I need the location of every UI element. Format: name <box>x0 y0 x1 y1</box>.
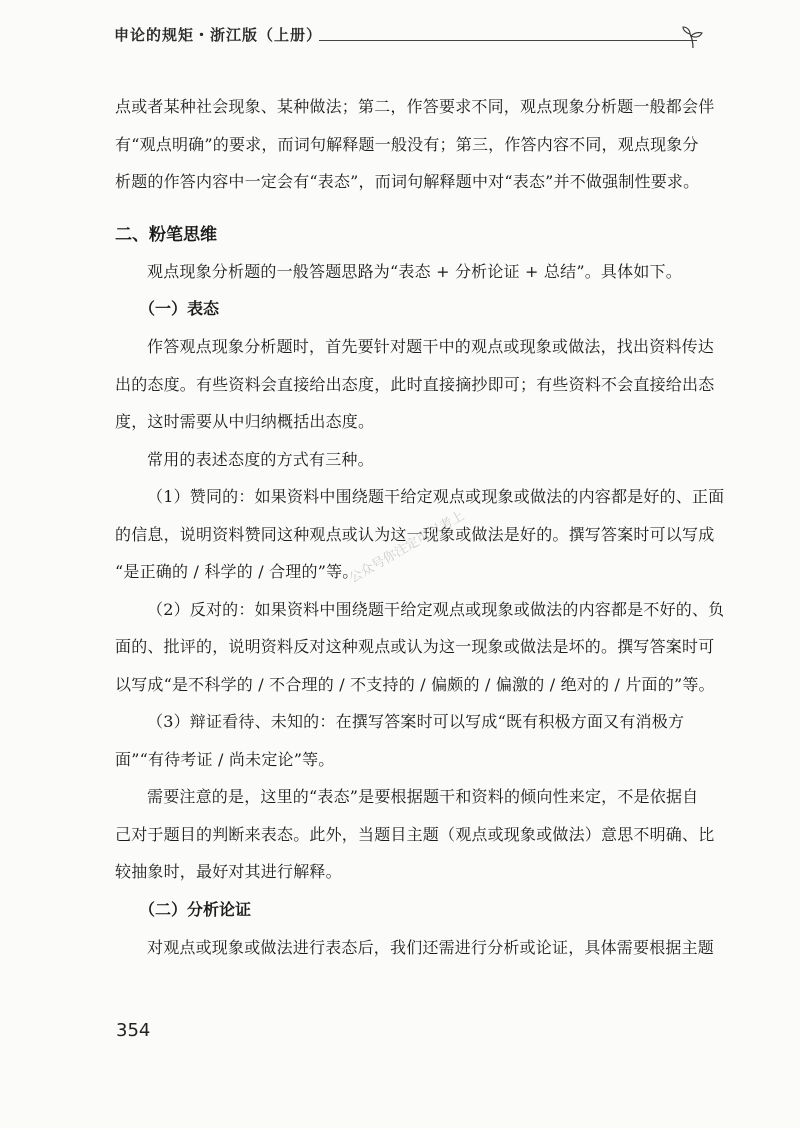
paragraph-line: 点或者某种社会现象、某种做法；第二，作答要求不同，观点现象分析题一般都会伴 <box>115 97 715 116</box>
watermark: 公众号你注定可以考上 <box>347 508 468 587</box>
paragraph-line: 对观点或现象或做法进行表态后，我们还需进行分析或论证，具体需要根据主题 <box>147 937 715 957</box>
paragraph-line: 以写成“是不科学的 / 不合理的 / 不支持的 / 偏颇的 / 偏激的 / 绝对的 / 片面的”等。 <box>115 674 715 694</box>
header-rule <box>319 40 697 41</box>
sprout-leaf-icon <box>680 24 706 50</box>
section-heading: 二、粉笔思维 <box>115 224 217 245</box>
paragraph-line: 观点现象分析题的一般答题思路为“表态 + 分析论证 + 总结”。具体如下。 <box>147 261 682 281</box>
paragraph-line: 常用的表述态度的方式有三种。 <box>147 449 374 469</box>
paragraph-line: （3）辩证看待、未知的：在撰写答案时可以写成“既有积极方面又有消极方 <box>147 712 685 731</box>
page-body <box>115 88 725 966</box>
paragraph-line: 需要注意的是，这里的“表态”是要根据题干和资料的倾向性来定，不是依据自 <box>147 787 699 806</box>
page-number: 354 <box>116 1020 151 1041</box>
paragraph-line: 出的态度。有些资料会直接给出态度，此时直接摘抄即可；有些资料不会直接给出态 <box>115 374 715 394</box>
paragraph-line: 度，这时需要从中归纳概括出态度。 <box>115 412 375 431</box>
paragraph-line: 有“观点明确”的要求，而词句解释题一般没有；第三，作答内容不同，观点现象分 <box>115 134 699 154</box>
paragraph-line: 较抽象时，最好对其进行解释。 <box>115 862 342 881</box>
paragraph-line: 面”“有待考证 / 尚未定论”等。 <box>115 749 335 769</box>
running-header <box>114 24 714 54</box>
paragraph-line: 面的、批评的，说明资料反对这种观点或认为这一现象或做法是坏的。撰写答案时可 <box>115 637 715 656</box>
paragraph-line: 己对于题目的判断来表态。此外，当题目主题（观点或现象或做法）意思不明确、比 <box>115 824 715 844</box>
paragraph-line: 的信息，说明资料赞同这种观点或认为这一现象或做法是好的。撰写答案时可以写成 <box>115 524 715 544</box>
paragraph-line: （2）反对的：如果资料中围绕题干给定观点或现象或做法的内容都是不好的、负 <box>147 599 725 619</box>
header-title: 申论的规矩・浙江版（上册） <box>114 26 323 44</box>
paragraph-line: 析题的作答内容中一定会有“表态”，而词句解释题中对“表态”并不做强制性要求。 <box>115 172 700 191</box>
paragraph-line: （1）赞同的：如果资料中围绕题干给定观点或现象或做法的内容都是好的、正面 <box>147 487 725 506</box>
paragraph-line: “是正确的 / 科学的 / 合理的”等。 <box>115 562 359 581</box>
subsection-heading: （二）分析论证 <box>139 899 252 919</box>
subsection-heading: （一）表态 <box>139 299 220 318</box>
paragraph-line: 作答观点现象分析题时，首先要针对题干中的观点或现象或做法，找出资料传达 <box>147 337 715 356</box>
